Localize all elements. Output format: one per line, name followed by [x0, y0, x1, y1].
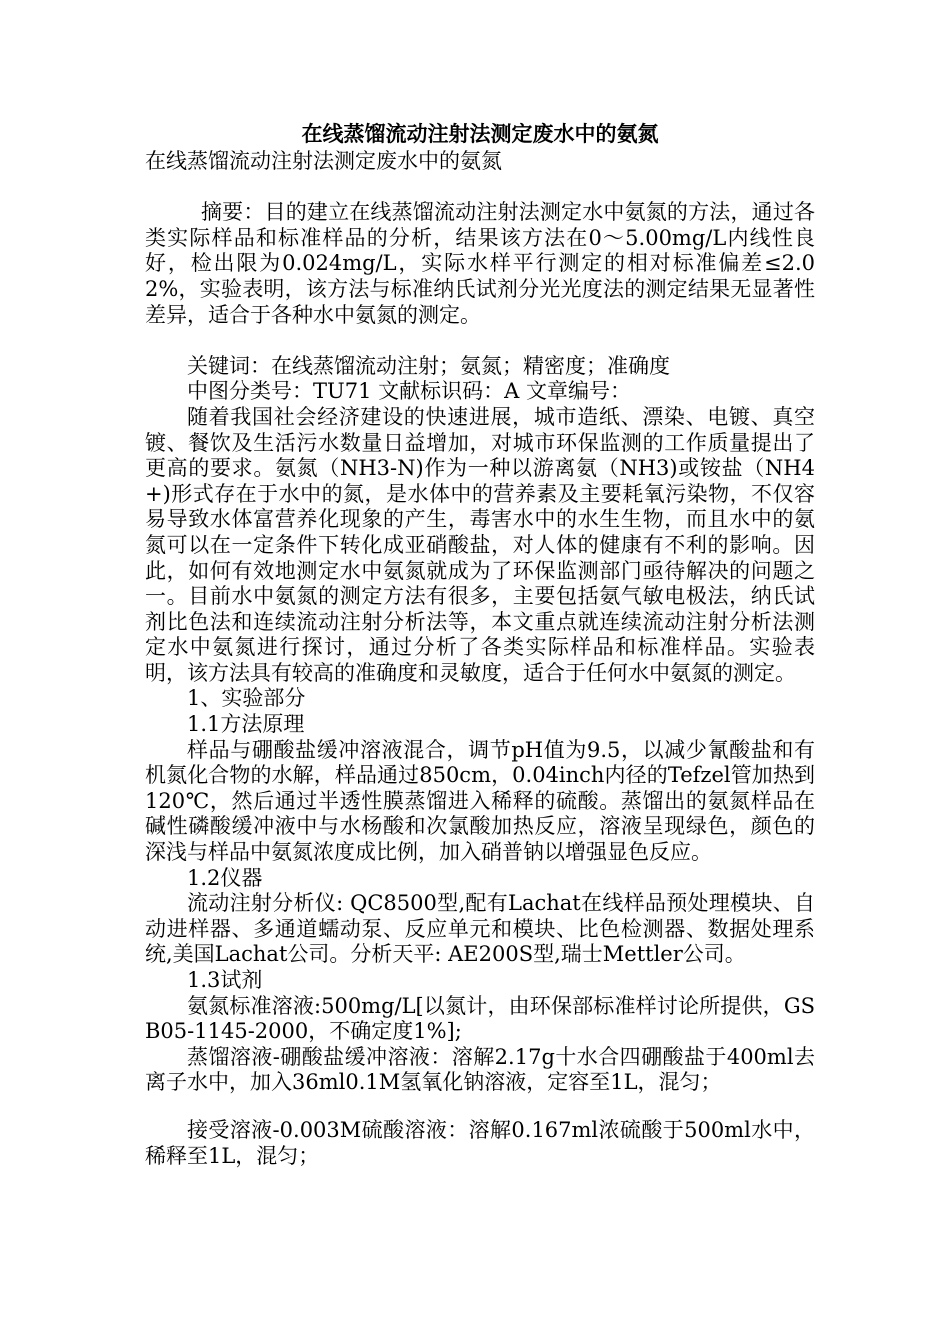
reagent-paragraph-acid: 接受溶液-0.003M硫酸溶液：溶解0.167ml浓硫酸于500ml水中，稀释至1L，混匀；: [145, 1117, 815, 1168]
spacer: [145, 1096, 815, 1118]
spacer: [145, 328, 815, 354]
reagent-paragraph-buffer: 蒸馏溶液-硼酸盐缓冲溶液：溶解2.17g十水合四硼酸盐于400ml去离子水中，加入36ml0.1M氢氧化钠溶液，定容至1L，混匀；: [145, 1044, 815, 1095]
section-heading-principle: 1.1方法原理: [187, 712, 305, 737]
section-heading-experiment: 1、实验部分: [187, 686, 306, 711]
intro-paragraph: 随着我国社会经济建设的快速进展，城市造纸、漂染、电镀、真空镀、餐饮及生活污水数量日益增加，对城市环保监测的工作质量提出了更高的要求。氨氮（NH3-N)作为一种以游离氨（NH3)或铵盐（NH4+)形式存在于水中的氮，是水体中的营养素及主要耗氧污染物，不仅容易导致水体富营养化现象的产生，毒害水中的水生生物，而且水中的氨氮可以在一定条件下转化成亚硝酸盐，对人体的健康有不利的影响。因此，如何有效地测定水中氨氮就成为了环保监测部门亟待解决的问题之一。目前水中氨氮的测定方法有很多，主要包括氨气敏电极法，纳氏试剂比色法和连续流动注射分析法等，本文重点就连续流动注射分析法测定水中氨氮进行探讨，通过分析了各类实际样品和标准样品。实验表明，该方法具有较高的准确度和灵敏度，适合于任何水中氨氮的测定。: [145, 404, 815, 685]
section-heading-instruments: 1.2仪器: [187, 865, 263, 890]
instruments-paragraph: 流动注射分析仪: QC8500型,配有Lachat在线样品预处理模块、自动进样器、多通道蠕动泵、反应单元和模块、比色检测器、数据处理系统,美国Lachat公司。分析天平: AE200S型,瑞士Mettler公司。: [145, 891, 815, 967]
spacer: [145, 175, 815, 201]
keywords-line: 关键词：在线蒸馏流动注射；氨氮；精密度；准确度: [187, 353, 670, 378]
classification-line: 中图分类号：TU71 文献标识码：A 文章编号：: [187, 379, 631, 404]
principle-paragraph: 样品与硼酸盐缓冲溶液混合，调节pH值为9.5，以减少氰酸盐和有机氮化合物的水解，样品通过850cm，0.04inch内径的Tefzel管加热到120℃，然后通过半透性膜蒸馏进入稀释的硫酸。蒸馏出的氨氮样品在碱性磷酸缓冲液中与水杨酸和次氯酸加热反应，溶液呈现绿色，颜色的深浅与样品中氨氮浓度成比例，加入硝普钠以增强显色反应。: [145, 737, 815, 865]
reagent-paragraph-standard: 氨氮标准溶液:500mg/L[以氮计，由环保部标准样讨论所提供，GSB05-1145-2000，不确定度1%];: [145, 993, 815, 1044]
document-page: [145, 119, 815, 1169]
section-heading-reagents: 1.3试剂: [187, 968, 263, 992]
document-subtitle: 在线蒸馏流动注射法测定废水中的氨氮: [145, 149, 502, 173]
abstract-paragraph: 摘要：目的建立在线蒸馏流动注射法测定水中氨氮的方法，通过各类实际样品和标准样品的分析，结果该方法在0～5.00mg/L内线性良好，检出限为0.024mg/L，实际水样平行测定的相对标准偏差≤2.02%，实验表明，该方法与标准纳氏试剂分光光度法的测定结果无显著性差异，适合于各种水中氨氮的测定。: [145, 200, 815, 327]
document-title: 在线蒸馏流动注射法测定废水中的氨氮: [301, 121, 659, 146]
